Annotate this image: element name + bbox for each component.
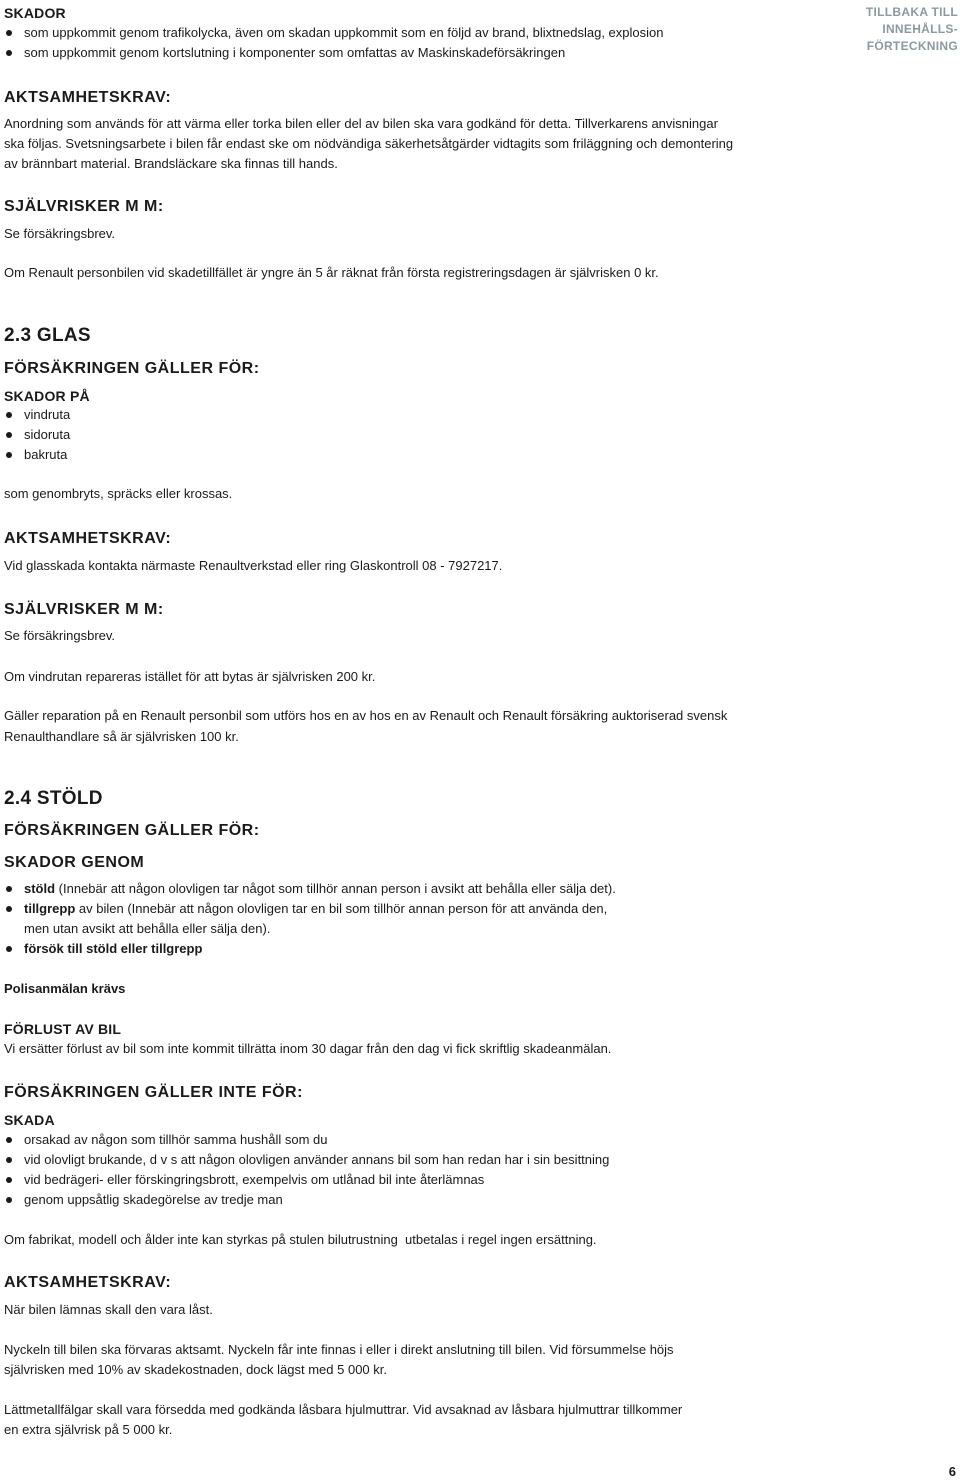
deductible-text: Se försäkringsbrev. bbox=[4, 226, 116, 241]
glass-list bbox=[4, 405, 404, 465]
deductible-text-line: Gäller reparation på en Renault personbil som utförs hos en av hos en av Renault och Renault försäkring auktoriserad svensk bbox=[4, 708, 728, 723]
caution-text-line: självrisken med 10% av skadekostnaden, dock lägst med 5 000 kr. bbox=[4, 1362, 387, 1377]
list-item-bold: försök till stöld eller tillgrepp bbox=[24, 941, 203, 956]
list-item: genom uppsåtlig skadegörelse av tredje man bbox=[4, 1190, 724, 1210]
list-item bbox=[4, 899, 724, 939]
theft-list bbox=[4, 879, 724, 959]
caution-text-line: ska följas. Svetsningsarbete i bilen får endast ske om nödvändiga säkerhetsåtgärder vidtagits som friläggning och demontering bbox=[4, 136, 734, 151]
list-item: vid bedrägeri- eller förskingringsbrott, exempelvis om utlånad bil inte återlämnas bbox=[4, 1170, 724, 1190]
list-item-text: av bilen (Innebär att någon olovligen tar en bil som tillhör annan person för att använda den, bbox=[75, 901, 608, 916]
damages-list bbox=[4, 23, 704, 63]
list-item: sidoruta bbox=[4, 425, 404, 445]
back-link-line-1: TILLBAKA TILL bbox=[865, 5, 958, 19]
covers-heading: FÖRSÄKRINGEN GÄLLER FÖR: bbox=[4, 822, 260, 839]
back-link-line-2: INNEHÅLLS- bbox=[882, 22, 958, 36]
glass-text: som genombryts, spräcks eller krossas. bbox=[4, 486, 233, 501]
deductible-heading: SJÄLVRISKER M M: bbox=[4, 198, 164, 215]
list-item-text: men utan avsikt att behålla eller sälja den). bbox=[24, 921, 271, 936]
deductible-text: Om Renault personbilen vid skadetillfället är yngre än 5 år räknat från första registreringsdagen är självrisken 0 kr. bbox=[4, 265, 659, 280]
section-title-glass: 2.3 GLAS bbox=[4, 325, 91, 346]
loss-heading: FÖRLUST AV BIL bbox=[4, 1021, 122, 1037]
list-item bbox=[4, 939, 724, 959]
covers-heading: FÖRSÄKRINGEN GÄLLER FÖR: bbox=[4, 360, 260, 377]
loss-text: Vi ersätter förlust av bil som inte kommit tillrätta inom 30 dagar från den dag vi fick skriftlig skadeanmälan. bbox=[4, 1041, 612, 1056]
fabric-text: Om fabrikat, modell och ålder inte kan styrkas på stulen bilutrustning utbetalas i regel ingen ersättning. bbox=[4, 1232, 597, 1247]
list-item: som uppkommit genom kortslutning i komponenter som omfattas av Maskinskadeförsäkringen bbox=[4, 43, 704, 63]
list-item: vindruta bbox=[4, 405, 404, 425]
section-title-theft: 2.4 STÖLD bbox=[4, 788, 103, 809]
not-covered-heading: FÖRSÄKRINGEN GÄLLER INTE FÖR: bbox=[4, 1084, 303, 1101]
list-item: vid olovligt brukande, d v s att någon olovligen använder annans bil som han redan har i sin besittning bbox=[4, 1150, 724, 1170]
list-item: orsakad av någon som tillhör samma hushåll som du bbox=[4, 1130, 724, 1150]
caution-text-line: av brännbart material. Brandsläckare ska finnas till hands. bbox=[4, 156, 338, 171]
list-item: bakruta bbox=[4, 445, 404, 465]
back-link-line-3: FÖRTECKNING bbox=[866, 39, 958, 53]
list-item-bold: tillgrepp bbox=[24, 901, 76, 916]
page-number: 6 bbox=[948, 1464, 956, 1479]
caution-text-line: en extra självrisk på 5 000 kr. bbox=[4, 1422, 173, 1437]
caution-text-line: Lättmetallfälgar skall vara försedda med godkända låsbara hjulmuttrar. Vid avsaknad av låsbara hjulmuttrar tillkommer bbox=[4, 1402, 683, 1417]
deductible-heading: SJÄLVRISKER M M: bbox=[4, 601, 164, 618]
list-item-bold: stöld bbox=[24, 881, 56, 896]
exclusions-list bbox=[4, 1130, 724, 1210]
list-item bbox=[4, 879, 724, 899]
list-item-text: (Innebär att någon olovligen tar något som tillhör annan person i avsikt att behålla eller sälja det). bbox=[55, 881, 616, 896]
caution-text: När bilen lämnas skall den vara låst. bbox=[4, 1302, 213, 1317]
caution-heading: AKTSAMHETSKRAV: bbox=[4, 530, 172, 547]
caution-text-line: Anordning som används för att värma eller torka bilen eller del av bilen ska vara godkänd för detta. Tillverkarens anvisningar bbox=[4, 116, 718, 131]
police-report-note: Polisanmälan krävs bbox=[4, 981, 126, 996]
back-to-contents-link[interactable] bbox=[848, 4, 958, 55]
deductible-text-line: Renaulthandlare så är självrisken 100 kr. bbox=[4, 729, 239, 744]
caution-text: Vid glasskada kontakta närmaste Renaultverkstad eller ring Glaskontroll 08 - 7927217. bbox=[4, 558, 503, 573]
list-item: som uppkommit genom trafikolycka, även om skadan uppkommit som en följd av brand, blixtnedslag, explosion bbox=[4, 23, 704, 43]
damage-by-heading: SKADOR GENOM bbox=[4, 854, 145, 871]
damages-heading: SKADOR bbox=[4, 5, 66, 21]
damage-label: SKADA bbox=[4, 1112, 55, 1128]
caution-heading: AKTSAMHETSKRAV: bbox=[4, 1274, 172, 1291]
caution-heading: AKTSAMHETSKRAV: bbox=[4, 89, 172, 106]
caution-text-line: Nyckeln till bilen ska förvaras aktsamt. Nyckeln får inte finnas i eller i direkt anslutning till bilen. Vid försummelse höjs bbox=[4, 1342, 674, 1357]
damage-on-heading: SKADOR PÅ bbox=[4, 388, 90, 404]
deductible-text: Om vindrutan repareras istället för att bytas är självrisken 200 kr. bbox=[4, 669, 376, 684]
deductible-text: Se försäkringsbrev. bbox=[4, 628, 116, 643]
